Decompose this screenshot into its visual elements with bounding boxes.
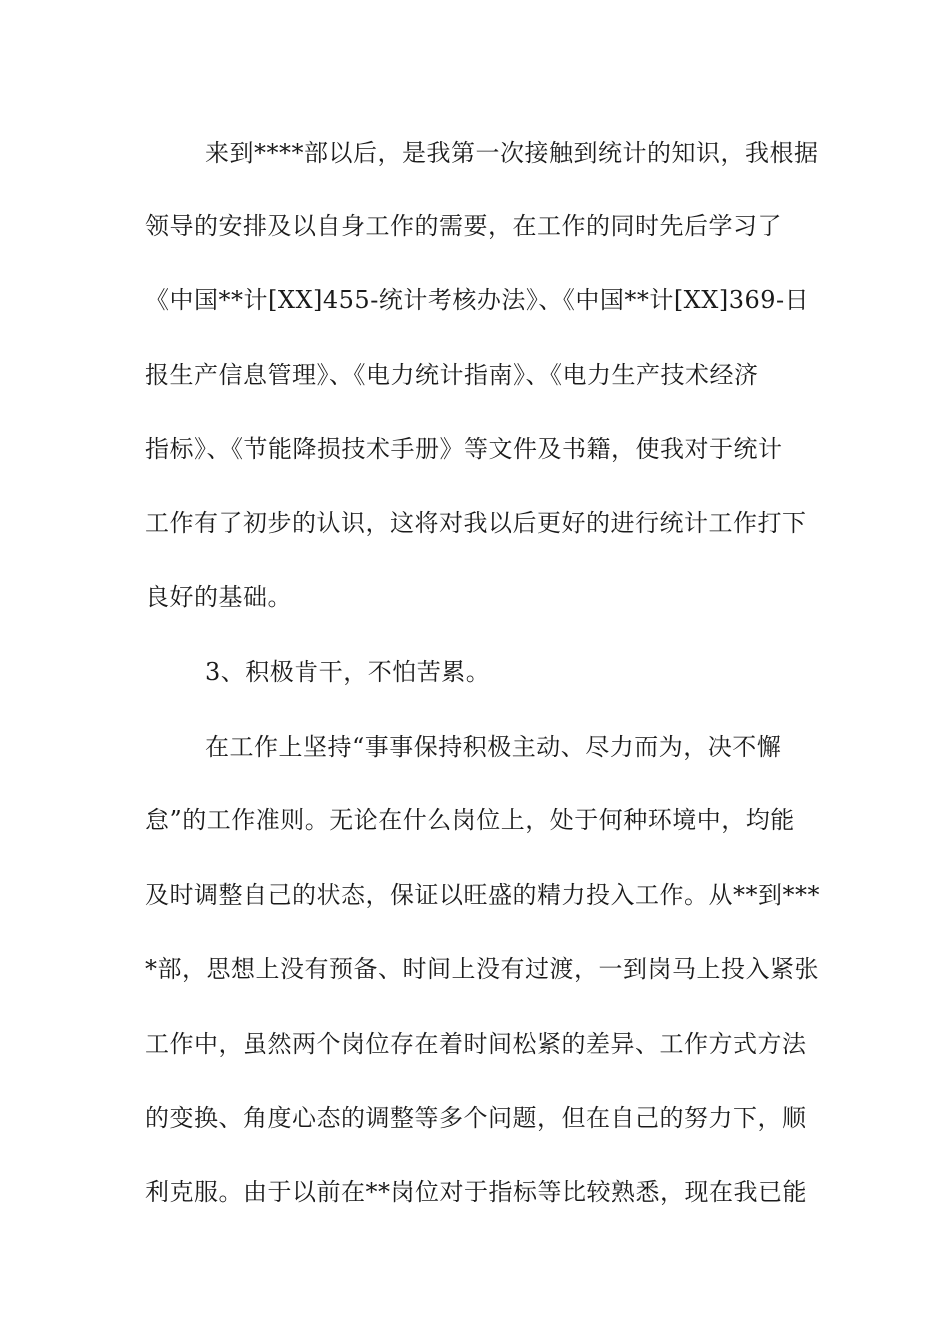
paragraph-line: 工作中，虽然两个岗位存在着时间松紧的差异、工作方式方法 bbox=[145, 1030, 807, 1058]
paragraph-line: 怠”的工作准则。无论在什么岗位上，处于何种环境中，均能 bbox=[145, 806, 795, 834]
paragraph-line: 工作有了初步的认识，这将对我以后更好的进行统计工作打下 bbox=[145, 509, 807, 537]
paragraph-line: 领导的安排及以自身工作的需要，在工作的同时先后学习了 bbox=[145, 212, 782, 240]
paragraph-line: 的变换、角度心态的调整等多个问题，但在自己的努力下，顺 bbox=[145, 1104, 807, 1132]
paragraph-line: *部，思想上没有预备、时间上没有过渡，一到岗马上投入紧张 bbox=[145, 955, 819, 983]
paragraph-line: 来到****部以后，是我第一次接触到统计的知识，我根据 bbox=[205, 139, 819, 167]
paragraph-line: 利克服。由于以前在**岗位对于指标等比较熟悉，现在我已能 bbox=[145, 1178, 807, 1206]
paragraph-line: 指标》、《节能降损技术手册》等文件及书籍，使我对于统计 bbox=[145, 435, 783, 463]
paragraph-line: 报生产信息管理》、《电力统计指南》、《电力生产技术经济 bbox=[145, 361, 759, 389]
paragraph-line: 及时调整自己的状态，保证以旺盛的精力投入工作。从**到*** bbox=[145, 881, 820, 909]
paragraph-line: 良好的基础。 bbox=[145, 583, 292, 611]
paragraph-line: 《中国**计[XX]455-统计考核办法》、《中国**计[XX]369-日 bbox=[145, 286, 810, 314]
paragraph-line: 在工作上坚持“事事保持积极主动、尽力而为，决不懈 bbox=[205, 733, 782, 761]
section-heading: 3、积极肯干，不怕苦累。 bbox=[205, 658, 491, 686]
